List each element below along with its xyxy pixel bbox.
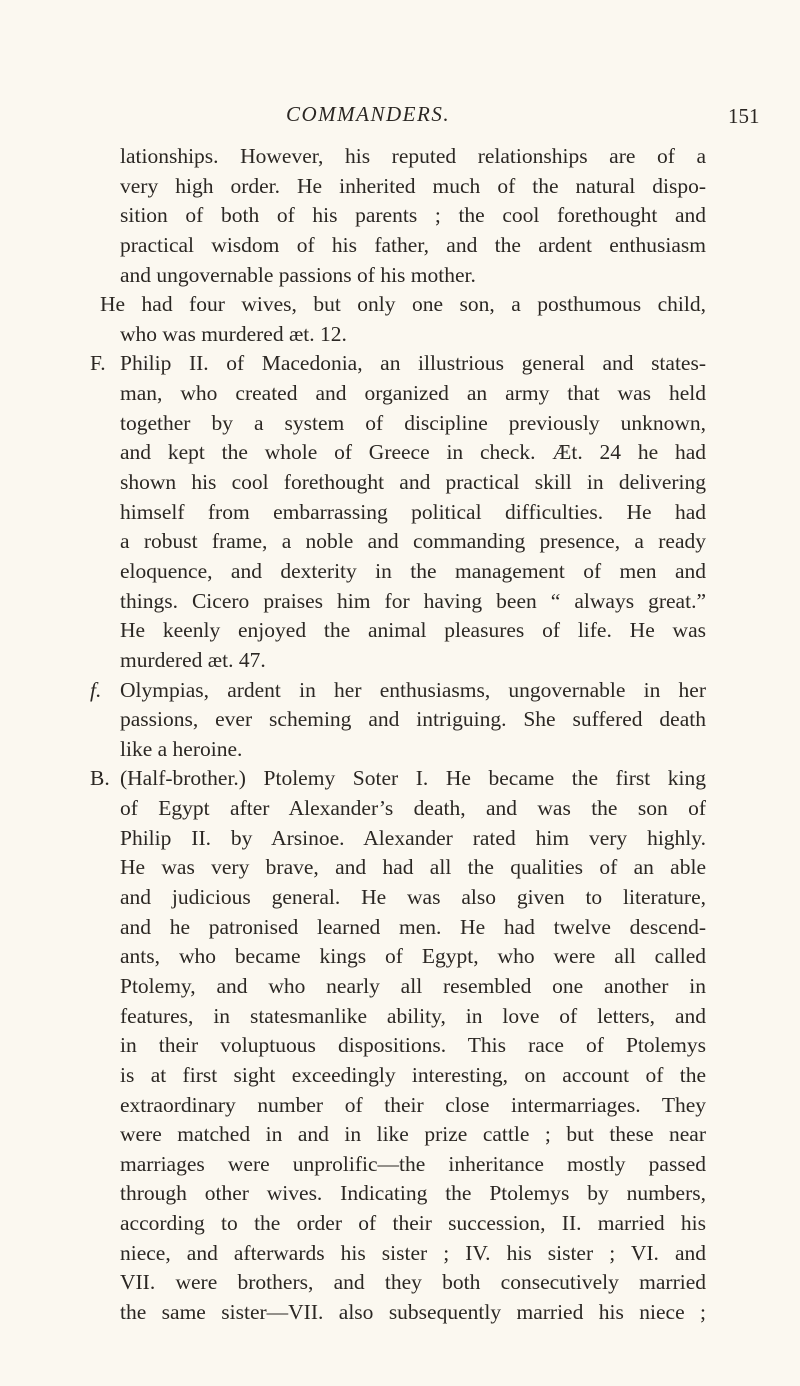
text-line: lationships. However, his reputed relationships are of a — [120, 144, 706, 168]
text-line: VII. were brothers, and they both consecutively married — [120, 1270, 706, 1295]
text-line: very high order. He inherited much of the natural dispo- — [120, 173, 706, 198]
text-line: according to the order of their succession, II. married his — [120, 1211, 706, 1236]
text-line: murdered æt. 47. — [120, 647, 266, 672]
running-head — [0, 102, 800, 132]
text-line: Olympias, ardent in her enthusiasms, ungovernable in her — [120, 677, 706, 702]
text-line: features, in statesmanlike ability, in love of letters, and — [120, 1003, 706, 1028]
text-line: (Half-brother.) Ptolemy Soter I. He became the first king — [120, 766, 706, 791]
text-line: in their voluptuous dispositions. This race of Ptolemys — [120, 1033, 706, 1058]
text-line: extraordinary number of their close intermarriages. They — [120, 1092, 706, 1117]
text-line: niece, and afterwards his sister ; IV. his sister ; VI. and — [120, 1240, 706, 1265]
running-title: COMMANDERS. — [286, 102, 451, 126]
entry-marker: f. — [90, 677, 102, 702]
entry-marker: B. — [90, 766, 110, 791]
text-line: himself from embarrassing political difficulties. He had — [120, 499, 706, 524]
entry-marker: F. — [90, 351, 106, 376]
page-number: 151 — [728, 104, 760, 128]
text-line: and kept the whole of Greece in check. Æt. 24 he had — [120, 440, 706, 465]
text-line: things. Cicero praises him for having been “ always great.” — [120, 588, 706, 613]
text-line: who was murdered æt. 12. — [120, 321, 347, 346]
entry-ptolemy — [90, 764, 706, 1327]
text-line: and he patronised learned men. He had twelve descend- — [120, 914, 706, 939]
text-line: ants, who became kings of Egypt, who were all called — [120, 944, 706, 969]
text-line: practical wisdom of his father, and the ardent enthusiasm — [120, 232, 706, 257]
text-line: Philip II. of Macedonia, an illustrious general and states- — [120, 351, 706, 376]
entry-olympias — [90, 676, 706, 765]
text-line: Ptolemy, and who nearly all resembled one another in — [120, 973, 706, 998]
text-line: and judicious general. He was also given to literature, — [120, 885, 706, 910]
text-line: through other wives. Indicating the Ptolemys by numbers, — [120, 1181, 706, 1206]
text-line: marriages were unprolific—the inheritance mostly passed — [120, 1151, 706, 1176]
entry-philip — [90, 349, 706, 675]
text-line: He was very brave, and had all the qualities of an able — [120, 855, 706, 880]
text-line: a robust frame, a noble and commanding presence, a ready — [120, 529, 706, 554]
text-line: sition of both of his parents ; the cool forethought and — [120, 203, 706, 228]
text-line: Philip II. by Arsinoe. Alexander rated him very highly. — [120, 825, 706, 850]
continuation-paragraph-2 — [100, 290, 706, 349]
text-line: eloquence, and dexterity in the management of men and — [120, 558, 706, 583]
text-line: were matched in and in like prize cattle ; but these near — [120, 1122, 706, 1147]
text-line: shown his cool forethought and practical skill in delivering — [120, 470, 706, 495]
text-line: together by a system of discipline previously unknown, — [120, 410, 706, 435]
text-body — [90, 142, 706, 1328]
text-line: the same sister—VII. also subsequently married his niece ; — [120, 1299, 706, 1324]
text-line: He keenly enjoyed the animal pleasures of life. He was — [120, 618, 706, 643]
continuation-paragraph — [120, 142, 706, 290]
text-line: of Egypt after Alexander’s death, and was the son of — [120, 796, 706, 821]
text-line: and ungovernable passions of his mother. — [120, 262, 476, 287]
text-line: He had four wives, but only one son, a posthumous child, — [100, 292, 706, 317]
text-line: like a heroine. — [120, 736, 243, 761]
text-line: is at first sight exceedingly interesting, on account of the — [120, 1062, 706, 1087]
text-line: passions, ever scheming and intriguing. She suffered death — [120, 707, 706, 732]
text-line: man, who created and organized an army that was held — [120, 381, 706, 406]
